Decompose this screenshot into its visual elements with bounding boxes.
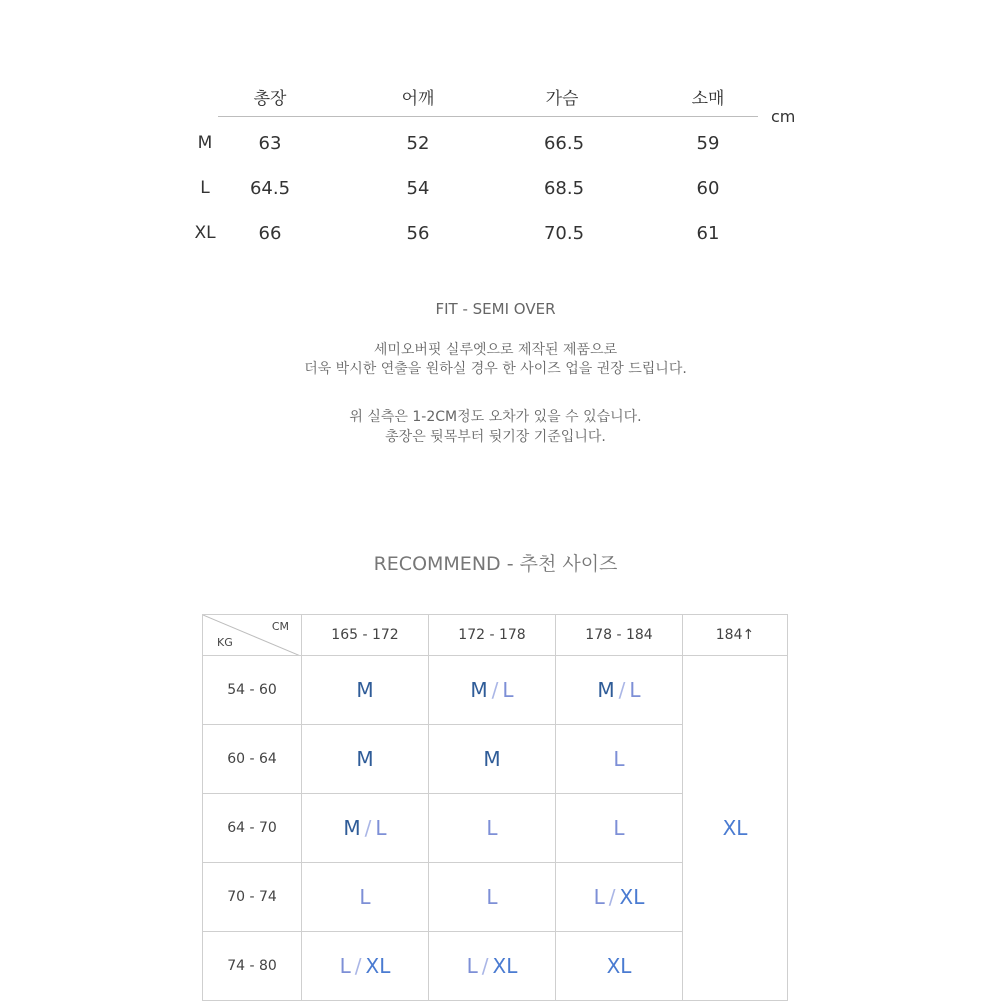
xl-shoulder: 56	[406, 223, 430, 244]
size-label-xl: XL	[194, 223, 216, 243]
height-header-4: 184↑	[682, 614, 788, 656]
l-length: 64.5	[249, 178, 291, 199]
size-label-m: M	[197, 133, 213, 153]
weight-label-4: 70 - 74	[202, 862, 302, 932]
recommend-cell-r2-c1	[301, 724, 429, 794]
size-l: L	[375, 816, 387, 840]
weight-label-2: 60 - 64	[202, 724, 302, 794]
size-xl: XL	[365, 954, 391, 978]
l-chest: 68.5	[543, 178, 585, 199]
size-separator: /	[364, 816, 372, 840]
recommend-cell-r2-c2	[428, 724, 556, 794]
size-separator: /	[481, 954, 489, 978]
tall-xl-cell: XL	[682, 655, 788, 1001]
header-divider	[218, 116, 758, 117]
weight-label-5: 74 - 80	[202, 931, 302, 1001]
m-length: 63	[258, 133, 282, 154]
m-shoulder: 52	[406, 133, 430, 154]
note-line-2: 더욱 박시한 연출을 원하실 경우 한 사이즈 업을 권장 드립니다.	[304, 361, 687, 377]
recommend-cell-r4-c2	[428, 862, 556, 932]
size-l: L	[339, 954, 351, 978]
size-xl: XL	[606, 954, 632, 978]
fit-label: FIT - SEMI OVER	[435, 300, 556, 318]
size-l: L	[359, 885, 371, 909]
size-m: M	[470, 678, 488, 702]
size-m: M	[356, 747, 374, 771]
size-separator: /	[618, 678, 626, 702]
xl-chest: 70.5	[543, 223, 585, 244]
note-line-4: 총장은 뒷목부터 뒷기장 기준입니다.	[385, 429, 606, 445]
recommend-cell-r1-c3	[555, 655, 683, 725]
recommend-cell-r4-c3	[555, 862, 683, 932]
size-separator: /	[354, 954, 362, 978]
recommend-cell-r1-c1	[301, 655, 429, 725]
recommend-cell-r2-c3	[555, 724, 683, 794]
m-chest: 66.5	[543, 133, 585, 154]
size-separator: /	[608, 885, 616, 909]
size-m: M	[597, 678, 615, 702]
recommend-cell-r1-c2	[428, 655, 556, 725]
l-shoulder: 54	[406, 178, 430, 199]
size-label-l: L	[200, 178, 210, 198]
height-header-2: 172 - 178	[428, 614, 556, 656]
note-line-3: 위 실측은 1-2CM정도 오차가 있을 수 있습니다.	[349, 409, 642, 425]
height-header-1: 165 - 172	[301, 614, 429, 656]
header-shoulder: 어깨	[401, 89, 435, 109]
recommend-cell-r3-c1	[301, 793, 429, 863]
corner-cm-label: CM	[271, 620, 289, 633]
m-sleeve: 59	[696, 133, 720, 154]
size-l: L	[486, 885, 498, 909]
size-l: L	[613, 747, 625, 771]
weight-label-1: 54 - 60	[202, 655, 302, 725]
size-l: L	[466, 954, 478, 978]
size-l: L	[593, 885, 605, 909]
recommend-title: RECOMMEND - 추천 사이즈	[373, 553, 618, 575]
recommend-cell-r3-c2	[428, 793, 556, 863]
l-sleeve: 60	[696, 178, 720, 199]
size-xl: XL	[492, 954, 518, 978]
size-separator: /	[491, 678, 499, 702]
header-chest: 가슴	[545, 89, 579, 109]
header-sleeve: 소매	[691, 89, 725, 109]
recommend-cell-r4-c1	[301, 862, 429, 932]
corner-kg-label: KG	[217, 636, 233, 649]
note-line-1: 세미오버핏 실루엣으로 제작된 제품으로	[373, 342, 618, 358]
size-m: M	[483, 747, 501, 771]
size-xl: XL	[619, 885, 645, 909]
xl-sleeve: 61	[696, 223, 720, 244]
size-l: L	[486, 816, 498, 840]
height-header-3: 178 - 184	[555, 614, 683, 656]
size-l: L	[502, 678, 514, 702]
header-length: 총장	[253, 89, 287, 109]
corner-cell	[202, 614, 302, 656]
weight-label-3: 64 - 70	[202, 793, 302, 863]
size-l: L	[613, 816, 625, 840]
size-m: M	[343, 816, 361, 840]
size-m: M	[356, 678, 374, 702]
xl-length: 66	[258, 223, 282, 244]
size-l: L	[629, 678, 641, 702]
unit-label: cm	[771, 107, 796, 126]
recommend-cell-r3-c3	[555, 793, 683, 863]
